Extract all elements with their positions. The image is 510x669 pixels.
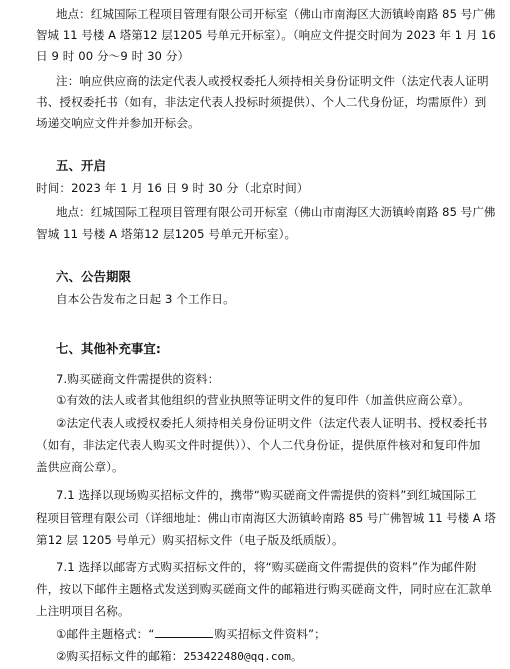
mail-subject-suffix: 购买招标文件资料”； <box>214 627 326 641</box>
mail-subject-line <box>56 626 326 642</box>
mail-subject-blank <box>155 626 213 638</box>
mailbox-line <box>56 648 302 665</box>
section-7-mail-line-3: 上注明项目名称。 <box>36 604 130 618</box>
section-7-onsite-line-2: 程项目管理有限公司（详细地址：佛山市南海区大沥镇岭南路 85 号广佛智城 11 号楼 A 塔 <box>36 511 496 525</box>
section-7-mail-line-2: 件，按以下邮件主题格式发送到购买磋商文件的邮箱进行购买磋商文件，同时应在汇款单 <box>36 582 493 596</box>
p1-line-3: 日 9 时 00 分～9 时 30 分） <box>36 49 190 63</box>
section-5-place-2: 智城 11 号楼 A 塔第12 层1205 号单元开标室）。 <box>36 227 297 241</box>
section-7-heading: 七、其他补充事宜: <box>56 341 161 356</box>
p1-line-1: 地点：红城国际工程项目管理有限公司开标室（佛山市南海区大沥镇岭南路 85 号广佛 <box>56 7 496 21</box>
section-5-time: 时间：2023 年 1 月 16 日 9 时 30 分（北京时间） <box>36 181 309 195</box>
section-7-onsite-line-3: 第12 层 1205 号单元）购买招标文件（电子版及纸质版）。 <box>36 533 344 547</box>
p1-line-2: 智城 11 号楼 A 塔第12 层1205 号单元开标室）。（响应文件提交时间为 2023 年 1 月 16 <box>36 28 496 42</box>
section-7-item-1: ①有效的法人或者其他组织的营业执照等证明文件的复印件（加盖供应商公章）。 <box>56 393 470 407</box>
section-5-heading: 五、开启 <box>56 158 106 173</box>
section-7-item-title: 7.购买磋商文件需提供的资料： <box>56 372 220 386</box>
mailbox-label: ②购买招标文件的邮箱： <box>56 649 184 663</box>
section-6-text: 自本公告发布之日起 3 个工作日。 <box>56 292 235 306</box>
mail-subject-prefix: ①邮件主题格式：“ <box>56 627 155 641</box>
section-7-item-2-line-1: ②法定代表人或授权委托人须持相关身份证明文件（法定代表人证明书、授权委托书 <box>56 416 488 430</box>
note-line-1: 注：响应供应商的法定代表人或授权委托人须持相关身份证明文件（法定代表人证明 <box>56 74 489 88</box>
section-5-place-1: 地点：红城国际工程项目管理有限公司开标室（佛山市南海区大沥镇岭南路 85 号广佛 <box>56 205 496 219</box>
section-7-item-2-line-2: （如有，非法定代表人购买文件时提供））、个人二代身份证，提供原件核对和复印件加 <box>36 438 481 452</box>
section-7-item-2-line-3: 盖供应商公章）。 <box>36 460 124 474</box>
section-7-onsite-line-1: 7.1 选择以现场购买招标文件的，携带“购买磋商文件需提供的资料”到红城国际工 <box>56 488 477 502</box>
note-line-2: 书、授权委托书（如有，非法定代表人投标时须提供）、个人二代身份证，均需原件）到 <box>36 95 487 109</box>
mailbox-value: 253422480@qq.com。 <box>183 650 303 663</box>
section-6-heading: 六、公告期限 <box>56 269 131 284</box>
section-7-mail-line-1: 7.1 选择以邮寄方式购买招标文件的，将“购买磋商文件需提供的资料”作为邮件附 <box>56 560 477 574</box>
note-line-3: 场递交响应文件并参加开标会。 <box>36 116 200 130</box>
